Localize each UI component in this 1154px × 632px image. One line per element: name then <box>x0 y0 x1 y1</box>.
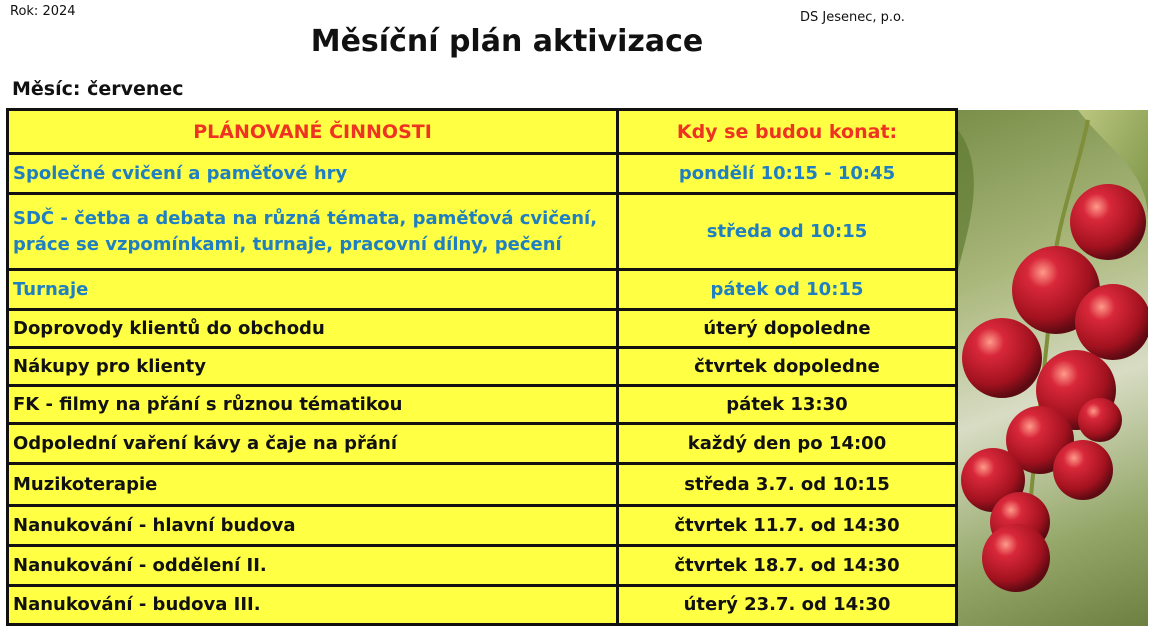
when-cell: úterý 23.7. od 14:30 <box>683 594 891 615</box>
when-cell: úterý dopoledne <box>703 317 871 339</box>
organization-label: DS Jesenec, p.o. <box>800 10 905 25</box>
activity-cell: FK - filmy na přání s různou tématikou <box>13 393 403 415</box>
table-row <box>9 465 955 507</box>
activity-cell: Turnaje <box>13 278 89 300</box>
table-row <box>9 387 955 425</box>
activity-table <box>6 108 958 626</box>
activity-cell-line2: práce se vzpomínkami, turnaje, pracovní dílny, pečení <box>13 233 562 255</box>
when-cell: každý den po 14:00 <box>687 432 887 454</box>
column-header-when: Kdy se budou konat: <box>676 120 898 143</box>
activity-cell: Nanukování - hlavní budova <box>13 514 296 536</box>
when-cell: středa od 10:15 <box>706 220 868 242</box>
table-row <box>9 547 955 587</box>
when-cell: středa 3.7. od 10:15 <box>684 473 890 495</box>
activity-cell: Odpolední vaření kávy a čaje na přání <box>13 432 398 454</box>
table-header-row <box>9 111 955 155</box>
activity-cell: SDČ - četba a debata na různá témata, paměťová cvičení, <box>13 207 598 229</box>
column-header-activities: PLÁNOVANÉ ČINNOSTI <box>193 120 432 143</box>
table-row <box>9 587 955 623</box>
when-cell: čtvrtek 11.7. od 14:30 <box>674 514 900 536</box>
when-cell: pondělí 10:15 - 10:45 <box>678 162 896 184</box>
year-label: Rok: 2024 <box>10 4 76 19</box>
red-currant-photo <box>958 110 1148 626</box>
when-cell: čtvrtek 18.7. od 14:30 <box>674 554 900 576</box>
table-row <box>9 271 955 311</box>
when-cell: pátek od 10:15 <box>710 278 864 300</box>
when-cell: pátek 13:30 <box>726 393 848 415</box>
when-cell: čtvrtek dopoledne <box>694 355 880 377</box>
month-label: Měsíc: červenec <box>12 78 184 100</box>
activity-cell: Nanukování - oddělení II. <box>13 554 267 576</box>
activity-cell: Nákupy pro klienty <box>13 355 206 377</box>
activity-cell: Muzikoterapie <box>13 473 158 495</box>
table-row <box>9 155 955 195</box>
page-title: Měsíční plán aktivizace <box>310 24 704 59</box>
table-row <box>9 311 955 349</box>
table-row <box>9 195 955 271</box>
activity-cell: Doprovody klientů do obchodu <box>13 317 325 339</box>
table-row <box>9 507 955 547</box>
activity-cell: Nanukování - budova III. <box>13 594 261 615</box>
activity-cell: Společné cvičení a paměťové hry <box>13 162 348 184</box>
red-currant-illustration <box>958 110 1148 626</box>
table-row <box>9 425 955 465</box>
table-row <box>9 349 955 387</box>
